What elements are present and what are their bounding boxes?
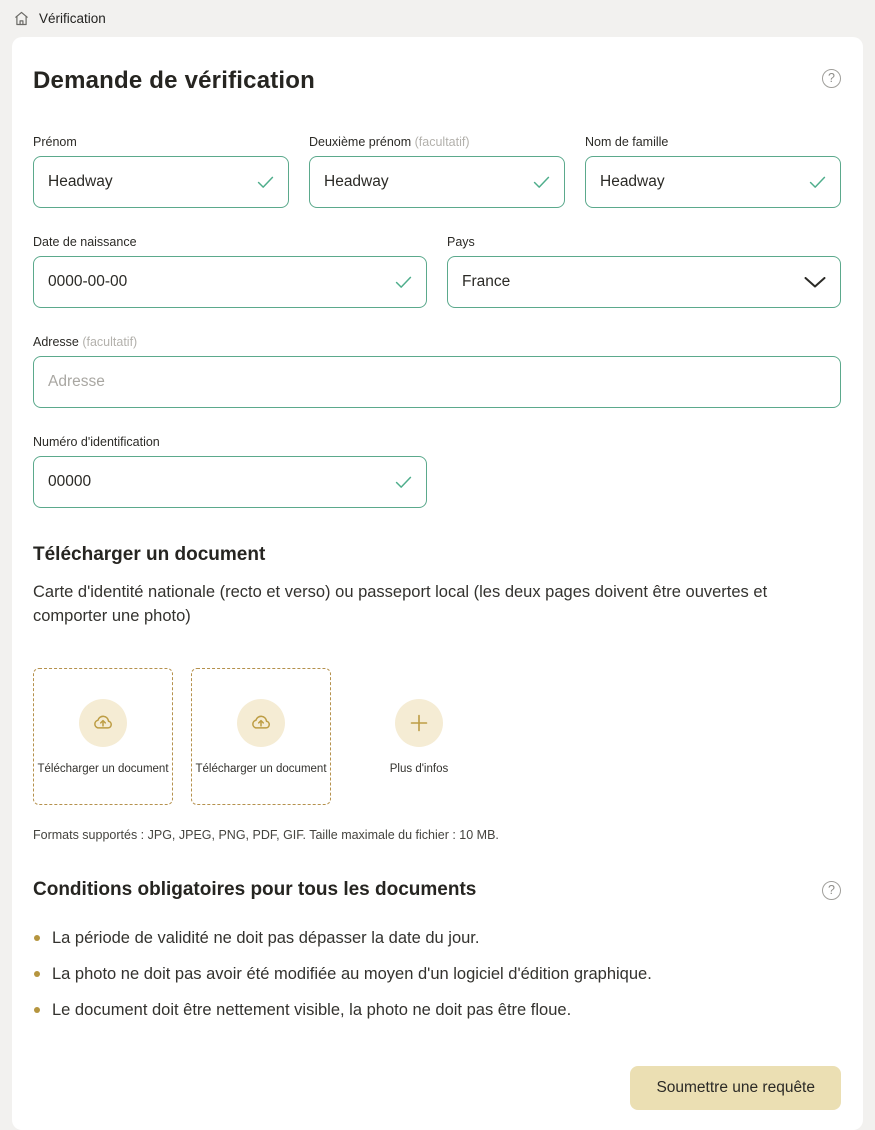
conditions-list [33, 926, 841, 1022]
last-name-control [585, 156, 841, 208]
cloud-upload-icon [237, 699, 285, 747]
bullet-icon [34, 971, 40, 977]
help-icon[interactable]: ? [822, 881, 841, 900]
middle-name-control [309, 156, 565, 208]
address-label: Adresse (facultatif) [33, 335, 138, 349]
list-item: La photo ne doit pas avoir été modifiée au moyen d'un logiciel d'édition graphique. [33, 962, 841, 986]
name-fields-row [33, 135, 841, 208]
middle-name-input[interactable] [324, 173, 525, 191]
home-icon[interactable] [13, 10, 30, 27]
optional-hint: (facultatif) [414, 135, 470, 149]
page-title: Demande de vérification [33, 67, 316, 94]
breadcrumb-label[interactable]: Vérification [39, 11, 106, 26]
last-name-label: Nom de famille [585, 135, 669, 149]
id-number-label: Numéro d'identification [33, 435, 160, 449]
optional-hint: (facultatif) [82, 335, 138, 349]
birth-date-label: Date de naissance [33, 235, 137, 249]
first-name-field [33, 135, 289, 208]
middle-name-label: Deuxième prénom (facultatif) [309, 135, 470, 149]
first-name-control [33, 156, 289, 208]
address-input[interactable] [48, 373, 826, 391]
formats-note: Formats supportés : JPG, JPEG, PNG, PDF, GIF. Taille maximale du fichier : 10 MB. [33, 828, 499, 842]
country-field [447, 235, 841, 308]
last-name-input[interactable] [600, 173, 801, 191]
upload-box-label: Télécharger un document [37, 762, 169, 775]
id-number-control [33, 456, 427, 508]
chevron-down-icon [804, 277, 826, 288]
id-number-input[interactable] [48, 473, 387, 491]
address-control [33, 356, 841, 408]
upload-box-label: Télécharger un document [195, 762, 327, 775]
valid-check-icon [809, 176, 826, 189]
bullet-icon [34, 1007, 40, 1013]
upload-row [33, 668, 841, 805]
more-info-button[interactable] [349, 668, 489, 805]
valid-check-icon [257, 176, 274, 189]
id-number-field [33, 435, 427, 508]
address-row [33, 335, 841, 408]
first-name-input[interactable] [48, 173, 249, 191]
valid-check-icon [395, 476, 412, 489]
address-field [33, 335, 841, 408]
birth-date-field [33, 235, 427, 308]
first-name-label: Prénom [33, 135, 77, 149]
more-info-label: Plus d'infos [389, 762, 449, 775]
valid-check-icon [533, 176, 550, 189]
upload-document-dropzone[interactable] [33, 668, 173, 805]
verification-card [12, 37, 863, 1130]
last-name-field [585, 135, 841, 208]
form-actions [33, 1066, 841, 1110]
help-icon[interactable]: ? [822, 69, 841, 88]
country-label: Pays [447, 235, 475, 249]
plus-icon [395, 699, 443, 747]
id-number-row [33, 435, 427, 508]
birth-date-control [33, 256, 427, 308]
bullet-icon [34, 935, 40, 941]
middle-name-field [309, 135, 565, 208]
list-item: Le document doit être nettement visible, la photo ne doit pas être floue. [33, 998, 841, 1022]
upload-section-title: Télécharger un document [33, 544, 266, 565]
list-item: La période de validité ne doit pas dépasser la date du jour. [33, 926, 841, 950]
upload-description: Carte d'identité nationale (recto et verso) ou passeport local (les deux pages doivent être ouvertes et comporter une photo) [33, 583, 768, 625]
country-selected-value: France [462, 273, 511, 290]
upload-document-dropzone[interactable] [191, 668, 331, 805]
card-header [33, 67, 841, 95]
cloud-upload-icon [79, 699, 127, 747]
submit-request-button[interactable]: Soumettre une requête [630, 1066, 841, 1110]
birth-country-row [33, 235, 841, 308]
country-select[interactable] [447, 256, 841, 308]
birth-date-input[interactable] [48, 273, 387, 291]
conditions-header [33, 879, 841, 901]
breadcrumb [0, 0, 875, 36]
conditions-title: Conditions obligatoires pour tous les documents [33, 879, 477, 900]
valid-check-icon [395, 276, 412, 289]
